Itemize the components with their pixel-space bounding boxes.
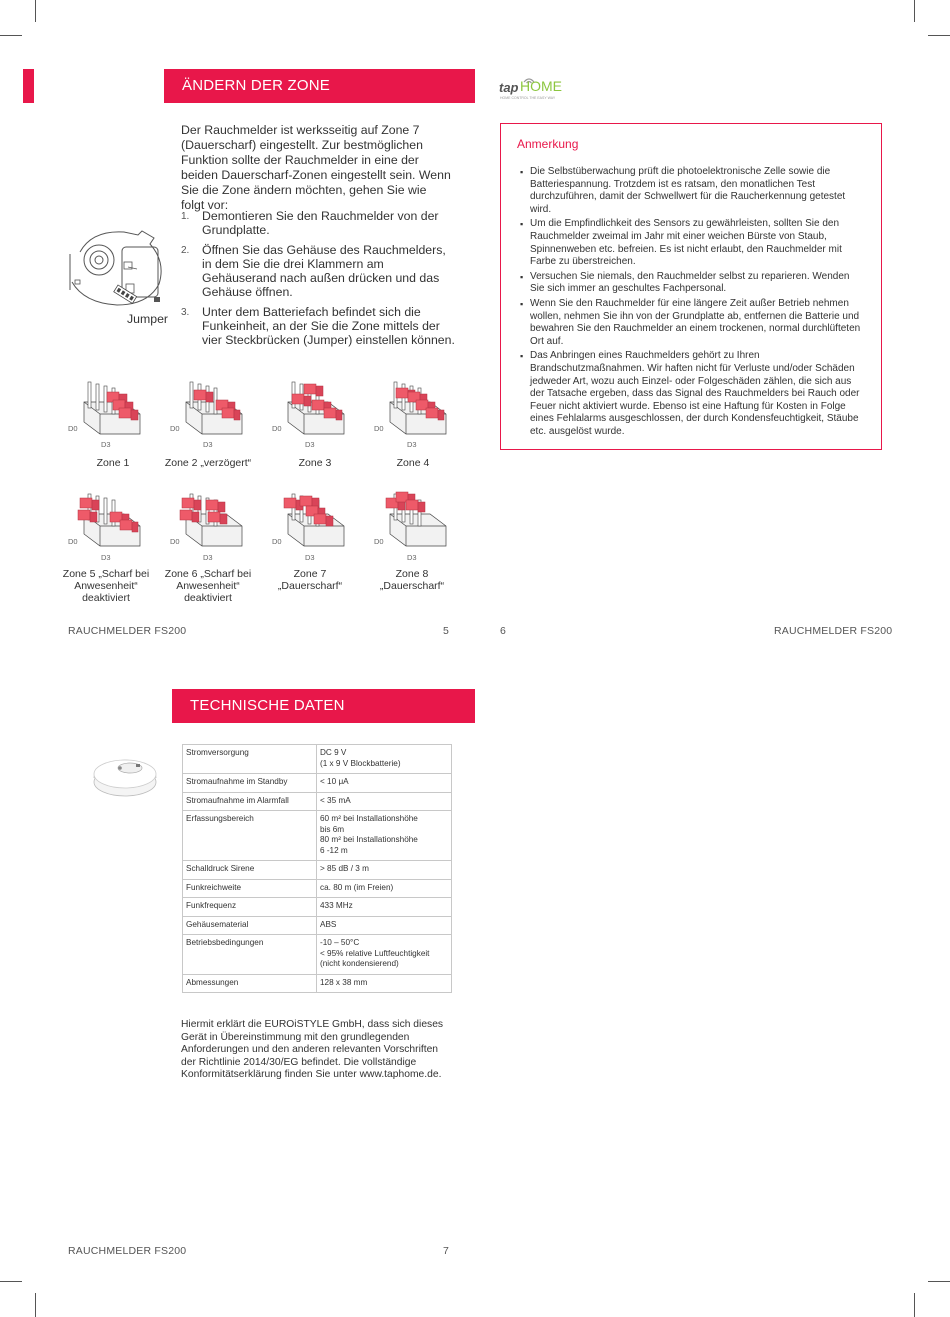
spec-key: Stromaufnahme im Standby — [183, 774, 317, 793]
spec-value: 128 x 38 mm — [317, 974, 452, 993]
detector-interior-illustration — [62, 222, 172, 312]
section-banner — [164, 69, 475, 103]
footer-title: RAUCHMELDER FS200 — [774, 625, 893, 637]
crop-mark — [35, 1293, 36, 1317]
zone-label: Zone 2 „verzögert“ — [164, 457, 252, 469]
spec-value: -10 – 50°C < 95% relative Luftfeuchtigkeit (nicht kondensierend) — [317, 935, 452, 975]
intro-text: Der Rauchmelder ist werksseitig auf Zone 7 (Dauerscharf) eingestellt. Zur bestmöglichen Funktion sollte der Rauchmelder in eine der beiden Dauerscharf-Zonen eingestellt sein. Wenn Sie die Zone ändern möchten, gehen Sie wie folgt vor: — [181, 123, 451, 212]
spec-value: 433 MHz — [317, 898, 452, 917]
pin-label-d0: D0 — [374, 537, 384, 546]
spec-row — [183, 811, 452, 861]
step-item: 3. Unter dem Batteriefach befindet sich die Funkeinheit, an der Sie die Zone mittels der vier Steckbrücken (Jumper) einstellen können. — [181, 304, 455, 348]
pin-label-d0: D0 — [272, 424, 282, 433]
section-title: TECHNISCHE DATEN — [190, 697, 345, 714]
note-box — [500, 123, 882, 450]
section-accent-bar — [23, 69, 34, 103]
spec-value: ABS — [317, 916, 452, 935]
pin-label-d3: D3 — [101, 440, 111, 449]
page-number: 6 — [500, 625, 507, 637]
taphome-logo: tap HOME HOME CONTROL THE EASY WAY — [499, 75, 579, 103]
tech-specs-table — [182, 744, 452, 993]
pin-label-d0: D0 — [272, 537, 282, 546]
spec-key: Betriebsbedingungen — [183, 935, 317, 975]
conformity-declaration: Hiermit erklärt die EUROiSTYLE GmbH, dass sich dieses Gerät in Übereinstimmung mit den grundlegenden Anforderungen und den anderen relevanten Vorschriften der Richtlinie 2014/30/EG befindet. Die vollständige Konformitätserklärung finden Sie unter www.taphome.de. — [181, 1019, 444, 1081]
spec-row — [183, 916, 452, 935]
spec-key: Funkfrequenz — [183, 898, 317, 917]
crop-mark — [928, 35, 950, 36]
note-item: ▪ Das Anbringen eines Rauchmelders gehört zu Ihren Brandschutzmaßnahmen. Wir haften nicht für Verluste und/oder Schäden jedweder Art, wozu auch Einzel- oder Folgeschäden zählen, die sich aus der Tatsache ergeben, dass das Signal des Rauchmelders bei Rauch oder Feuer nicht aktiviert wurde. Ebenso ist eine Haftung für Kosten in Folge eines Fehlalarms ausgeschlossen, der durch Kondensfeuchtigkeit, Stäube etc. ausgelöst wurde. — [521, 350, 866, 438]
spec-row — [183, 861, 452, 880]
spec-value: < 35 mA — [317, 792, 452, 811]
spec-value: > 85 dB / 3 m — [317, 861, 452, 880]
pin-label-d3: D3 — [101, 553, 111, 562]
pin-label-d3: D3 — [305, 440, 315, 449]
crop-mark — [0, 35, 22, 36]
spec-row — [183, 745, 452, 774]
spec-key: Funkreichweite — [183, 879, 317, 898]
pin-label-d3: D3 — [407, 553, 417, 562]
spec-row — [183, 898, 452, 917]
pin-label-d0: D0 — [68, 537, 78, 546]
spec-row — [183, 935, 452, 975]
step-item: 2. Öffnen Sie das Gehäuse des Rauchmelders, in dem Sie die drei Klammern am Gehäuserand nach außen drücken und das Gehäuse öffnen. — [181, 242, 446, 300]
note-list — [521, 166, 866, 440]
page-number: 7 — [443, 1245, 450, 1257]
spec-key: Gehäusematerial — [183, 916, 317, 935]
note-item: ▪ Versuchen Sie niemals, den Rauchmelder selbst zu reparieren. Wenden Sie sich immer an geschultes Fachpersonal. — [521, 271, 866, 296]
spec-row — [183, 974, 452, 993]
pin-label-d0: D0 — [170, 424, 180, 433]
section-banner — [172, 689, 475, 723]
pin-label-d0: D0 — [374, 424, 384, 433]
pin-label-d3: D3 — [203, 553, 213, 562]
zone-label: Zone 8 „Dauerscharf“ — [379, 568, 445, 592]
spec-key: Erfassungsbereich — [183, 811, 317, 861]
zone-label: Zone 4 — [396, 457, 430, 469]
crop-mark — [0, 1281, 22, 1282]
spec-key: Schalldruck Sirene — [183, 861, 317, 880]
spec-value: < 10 μA — [317, 774, 452, 793]
note-item: ▪ Wenn Sie den Rauchmelder für eine längere Zeit außer Betrieb nehmen wollen, nehmen Sie ihn von der Grundplatte ab, entfernen die Batterie und bewahren Sie den Rauchmelder an einem trockenen, normal durchlüfteten Ort auf. — [521, 298, 866, 348]
note-item: ▪ Um die Empfindlichkeit des Sensors zu gewährleisten, sollten Sie den Rauchmelder zweimal im Jahr mit einer weichen Bürste von Staub, Spinnenweben etc. befreien. Es ist nicht erlaubt, den Rauchmelder mit Farbe zu überstreichen. — [521, 218, 866, 268]
note-title: Anmerkung — [517, 137, 579, 151]
jumper-label: Jumper — [127, 312, 169, 326]
spec-key: Abmessungen — [183, 974, 317, 993]
note-item: ▪ Die Selbstüberwachung prüft die photoelektronische Zelle sowie die Batteriespannung. Trotzdem ist es ratsam, den monatlichen Test durchzuführen, damit der Schwellwert für die Raucherkennung getestet wird. — [521, 166, 866, 216]
pin-label-d0: D0 — [170, 537, 180, 546]
zone-label: Zone 3 — [298, 457, 332, 469]
crop-mark — [35, 0, 36, 22]
step-item: 1. Demontieren Sie den Rauchmelder von der Grundplatte. — [181, 209, 439, 238]
footer-title: RAUCHMELDER FS200 — [68, 1245, 187, 1257]
pin-label-d3: D3 — [407, 440, 417, 449]
spec-row — [183, 774, 452, 793]
spec-key: Stromaufnahme im Alarmfall — [183, 792, 317, 811]
crop-mark — [914, 1293, 915, 1317]
spec-value: DC 9 V (1 x 9 V Blockbatterie) — [317, 745, 452, 774]
spec-value: ca. 80 m (im Freien) — [317, 879, 452, 898]
pin-label-d3: D3 — [305, 553, 315, 562]
footer-title: RAUCHMELDER FS200 — [68, 625, 187, 637]
zone-label: Zone 7 „Dauerscharf“ — [277, 568, 343, 592]
pin-label-d3: D3 — [203, 440, 213, 449]
spec-value: 60 m² bei Installationshöhe bis 6m 80 m² bei Installationshöhe 6 -12 m — [317, 811, 452, 861]
spec-row — [183, 792, 452, 811]
page-number: 5 — [443, 625, 450, 637]
crop-mark — [914, 0, 915, 22]
zone-label: Zone 1 — [96, 457, 130, 469]
zone-label: Zone 5 „Scharf bei Anwesenheit“ deaktiviert — [62, 568, 150, 604]
crop-mark — [928, 1281, 950, 1282]
spec-row — [183, 879, 452, 898]
smoke-detector-illustration — [90, 752, 160, 802]
steps-list — [181, 209, 456, 353]
pin-label-d0: D0 — [68, 424, 78, 433]
section-title: ÄNDERN DER ZONE — [182, 77, 331, 94]
spec-key: Stromversorgung — [183, 745, 317, 774]
zone-label: Zone 6 „Scharf bei Anwesenheit“ deaktiviert — [164, 568, 252, 604]
